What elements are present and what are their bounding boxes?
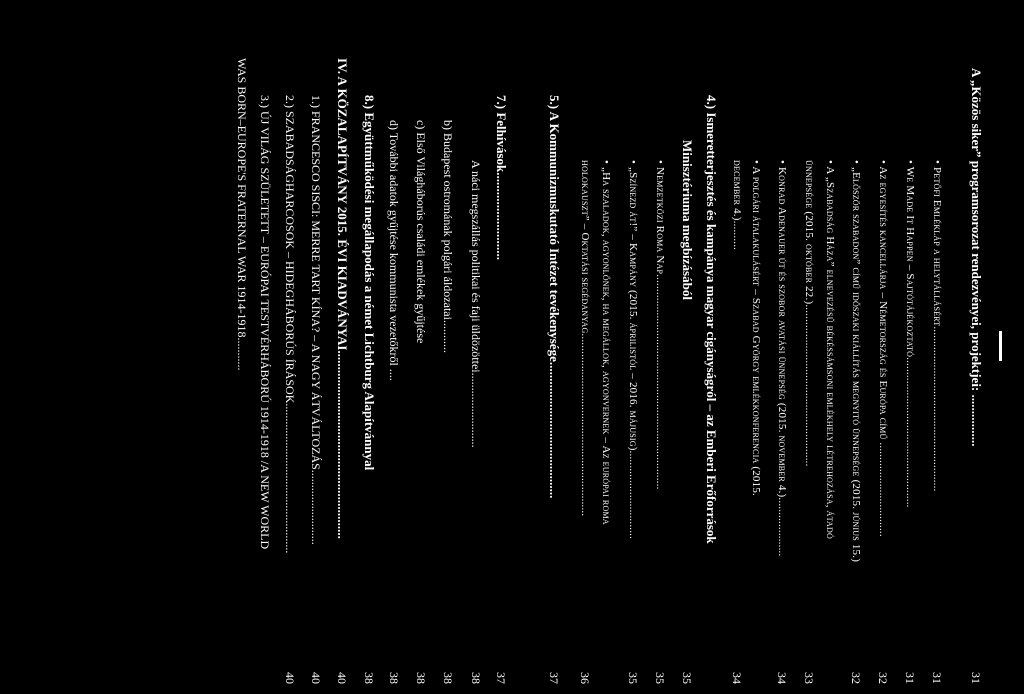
page-number: 34 [730, 672, 744, 684]
toc-entry-text: • Az egyesítés kancellárja – Németország és Európa című ................................ [877, 160, 889, 537]
toc-line [931, 160, 943, 492]
page-number: 33 [802, 672, 816, 684]
toc-line [548, 95, 560, 498]
page-number: 38 [414, 672, 428, 684]
toc-line [310, 95, 322, 545]
toc-entry-text: 4.) Ismeretterjesztés és kampánya magyar cigányságról – az Emberi Erőforrások [704, 95, 719, 544]
toc-line [824, 160, 836, 539]
toc-entry-text: 7.) Felhívások........................... [494, 95, 509, 261]
toc-entry-text: 2.) SZABADSÁGHARCOSOK – HIDEGHÁBORÚS ÍRÁSOK.................................................. [283, 95, 297, 554]
toc-entry-text: • „Ha szaladok, agyonlőnek, ha megállok, agyonvernek – Az európai roma [600, 160, 612, 525]
toc-entry-text: holokauszt” – Oktatási segédanyag.............................................................. [579, 160, 591, 517]
page-number: 37 [494, 672, 508, 684]
page-number: 31 [903, 672, 917, 684]
toc-entry-text: 5.) A Kommunizmuskutató Intézet tevékenysége.......................................... [547, 95, 562, 499]
toc-line [750, 160, 762, 496]
page-number: 36 [578, 672, 592, 684]
toc-entry-text: A „Közös siker” programsorozat rendezvényei, projektjei: ................ [969, 68, 984, 447]
toc-entry-text: • Nemzetközi Roma Nap......................................................................... [654, 160, 666, 490]
toc-entry-text: 8.) Együttműködési megállapodás a német Lichtburg Alapítvánnyal [362, 95, 377, 471]
page-number: 38 [441, 672, 455, 684]
page-number: 35 [653, 672, 667, 684]
page-number: 32 [849, 672, 863, 684]
toc-line [579, 160, 591, 516]
toc-entry-text: 3.) ÚJ VILÁG SZÜLETETT – EURÓPAI TESTVÉRHÁBORÚ 1914-1918 /A NEW WORLD [258, 95, 272, 550]
toc-entry-text: • „Színezd át!” – Kampány (2015. áprilistól – 2016. májusig).............................. [627, 160, 639, 540]
toc-line [495, 95, 507, 260]
toc-entry-text: ünnepsége (2015. október 22.)....................................................... [803, 160, 815, 467]
toc-line [904, 160, 916, 508]
toc-entry-text: A náci megszállás politikai és faji üldözöttei......................... [469, 160, 483, 448]
binding-mark [999, 331, 1002, 361]
toc-entry-text: 1.) FRANCESCO SISCI: MERRE TART KÍNA? – A NAGY ÁTVÁLTOZÁS......................... [309, 95, 323, 545]
page-number: 38 [387, 672, 401, 684]
toc-line [259, 95, 271, 549]
toc-line [236, 58, 248, 371]
toc-line [654, 160, 666, 490]
toc-entry-text: • A polgári átalakulásért – Szabad György emlékkonferencia (2015. [750, 160, 762, 496]
page-number: 35 [680, 672, 694, 684]
page-number: 31 [969, 672, 983, 684]
toc-line [284, 95, 296, 553]
toc-line [600, 160, 612, 525]
toc-entry-text: • Konrad Adenauer út és szobor avatási ünnepség (2015. november 4.).................... [776, 160, 788, 557]
page-number: 34 [775, 672, 789, 684]
page-number: 38 [469, 672, 483, 684]
toc-line [336, 58, 348, 539]
toc-line [850, 160, 862, 562]
toc-entry-text: d) További adatok gyűjtése kommunista vezetőkről .... [387, 120, 401, 381]
toc-entry-text: • A „Szabadság Háza” elnevezésű békéssámsoni emlékhely létrehozása, átadó [824, 160, 836, 539]
toc-line [877, 160, 889, 537]
page-number: 38 [362, 672, 376, 684]
toc-line [442, 120, 454, 353]
page-number: 40 [335, 672, 349, 684]
page-number: 37 [547, 672, 561, 684]
toc-line [803, 160, 815, 467]
page-number: 32 [876, 672, 890, 684]
toc-entry-text: • „Először szabadon” című időszaki kiállítás megnyitó ünnepsége (2015. június 15.) [850, 160, 862, 563]
toc-line [681, 140, 693, 300]
toc-entry-text: • Petőfi Emlékláp a helytállásért........................................................ [931, 160, 943, 492]
toc-entry-text: Minisztériuma megbízásából [680, 140, 695, 300]
page-number: 35 [626, 672, 640, 684]
toc-entry-text: • We Made It Happen – Sajtótájékoztató................................................... [904, 160, 916, 508]
toc-line [731, 160, 743, 250]
toc-entry-text: december 4.).......... [731, 160, 743, 251]
toc-entry-text: IV. A KÖZALAPÍTVÁNY 2015. ÉVI KIADVÁNYAI.......................................................... [335, 58, 350, 539]
page-number: 40 [309, 672, 323, 684]
toc-line [415, 120, 427, 343]
toc-line [627, 160, 639, 539]
toc-line [776, 160, 788, 556]
toc-entry-text: b) Budapest ostromának polgári áldozatai........... [441, 120, 455, 353]
toc-line [970, 68, 982, 447]
toc-entry-text: c) Első Világháborús családi emlékek gyűjtése [414, 120, 428, 344]
toc-line [388, 120, 400, 381]
toc-line [705, 95, 717, 544]
toc-line [363, 95, 375, 470]
page-number: 40 [283, 672, 297, 684]
page-number: 31 [930, 672, 944, 684]
toc-line [470, 160, 482, 448]
toc-entry-text: WAS BORN–EUROPE'S FRATERNAL WAR 1914-1918........... [235, 58, 249, 371]
